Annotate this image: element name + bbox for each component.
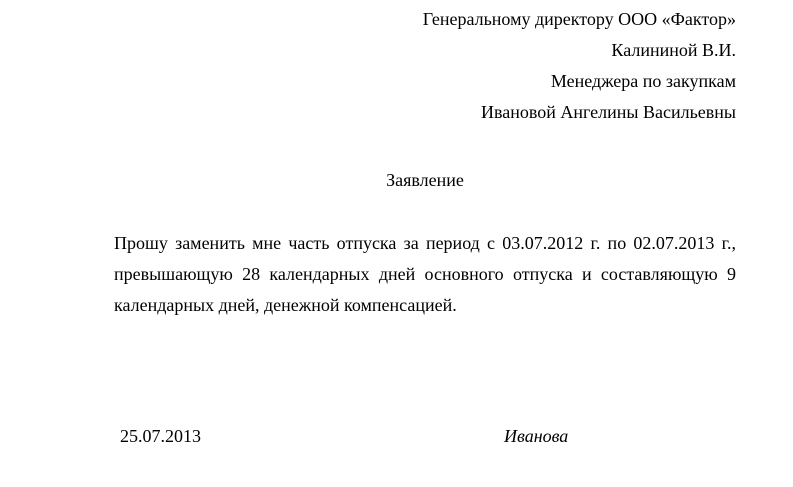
addressee-sender-position: Менеджера по закупкам: [550, 71, 736, 91]
body-paragraph: Прошу заменить мне часть отпуска за период с 03.07.2012 г. по 02.07.2013 г., превышающую 28 календарных дней основного отпуска и составляющую 9 календарных дней, денежной компенсацией.: [114, 233, 736, 315]
addressee-recipient-name: Калининой В.И.: [611, 40, 736, 60]
document-title: Заявление: [386, 170, 464, 190]
addressee-sender-name: Ивановой Ангелины Васильевны: [480, 102, 736, 122]
signature: Иванова: [504, 426, 569, 446]
addressee-recipient-title: Генеральному директору ООО «Фактор»: [422, 9, 736, 29]
addressee-block: [236, 6, 736, 130]
document-body: [114, 228, 736, 321]
document-date: 25.07.2013: [120, 426, 201, 446]
